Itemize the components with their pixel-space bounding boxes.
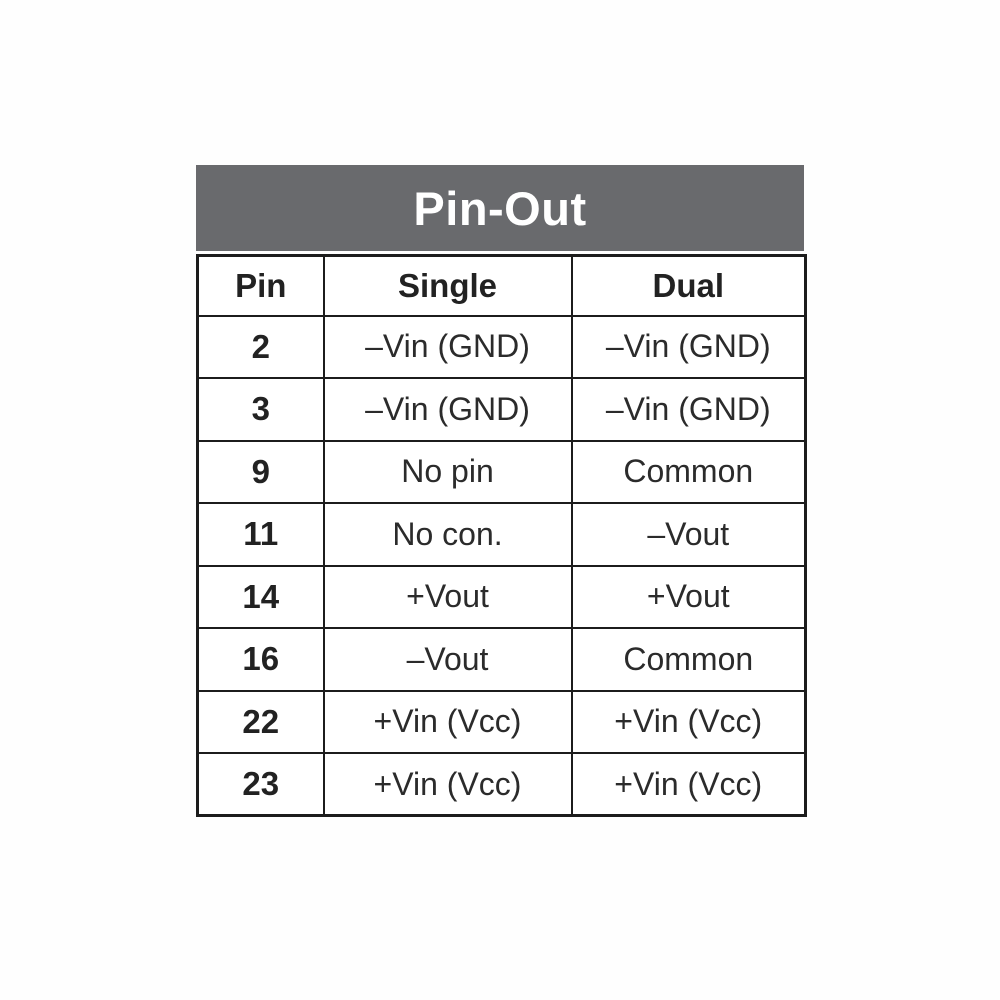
col-header-pin: Pin (198, 256, 324, 316)
pin-cell: 11 (198, 503, 324, 566)
single-cell: No pin (324, 441, 572, 504)
pin-cell: 2 (198, 316, 324, 379)
pin-cell: 3 (198, 378, 324, 441)
single-cell: –Vout (324, 628, 572, 691)
dual-cell: Common (572, 628, 806, 691)
single-cell: –Vin (GND) (324, 378, 572, 441)
dual-cell: –Vin (GND) (572, 316, 806, 379)
single-cell: –Vin (GND) (324, 316, 572, 379)
pin-cell: 9 (198, 441, 324, 504)
table-row (198, 503, 806, 566)
single-cell: No con. (324, 503, 572, 566)
header-row (198, 256, 806, 316)
pin-cell: 23 (198, 753, 324, 816)
dual-cell: +Vin (Vcc) (572, 753, 806, 816)
pin-cell: 22 (198, 691, 324, 754)
pinout-table (196, 165, 804, 817)
table-body (198, 316, 806, 816)
single-cell: +Vout (324, 566, 572, 629)
table-row (198, 628, 806, 691)
col-header-single: Single (324, 256, 572, 316)
dual-cell: Common (572, 441, 806, 504)
single-cell: +Vin (Vcc) (324, 691, 572, 754)
dual-cell: –Vout (572, 503, 806, 566)
table-title-bar (196, 165, 804, 251)
pinout-grid (196, 254, 807, 817)
dual-cell: +Vout (572, 566, 806, 629)
pin-cell: 16 (198, 628, 324, 691)
table-row (198, 566, 806, 629)
dual-cell: –Vin (GND) (572, 378, 806, 441)
table-title: Pin-Out (413, 181, 587, 235)
single-cell: +Vin (Vcc) (324, 753, 572, 816)
pin-cell: 14 (198, 566, 324, 629)
dual-cell: +Vin (Vcc) (572, 691, 806, 754)
table-row (198, 753, 806, 816)
col-header-dual: Dual (572, 256, 806, 316)
table-row (198, 691, 806, 754)
table-row (198, 316, 806, 379)
table-row (198, 441, 806, 504)
table-row (198, 378, 806, 441)
